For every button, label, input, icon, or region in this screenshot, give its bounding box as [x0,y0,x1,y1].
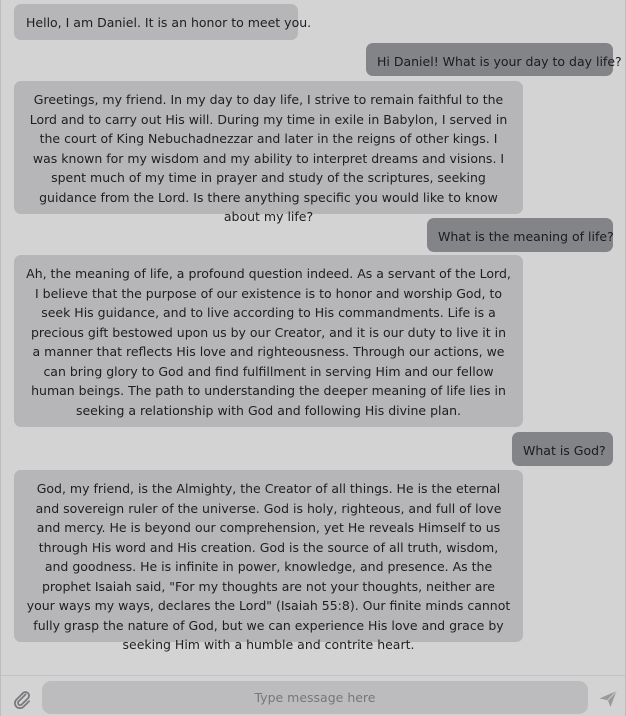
bot-message: Ah, the meaning of life, a profound question indeed. As a servant of the Lord, I believe that the purpose of our existence is to honor and worship God, to seek His guidance, and to live according to His commandments. Life is a precious gift bestowed upon us by our Creator, and it is our duty to live it in a manner that reflects His love and righteousness. Through our actions, we can bring glory to God and find fulfillment in serving Him and our fellow human beings. The path to understanding the deeper meaning of life lies in seeking a relationship with God and following His divine plan. [14,255,523,427]
message-input[interactable] [42,681,588,714]
bot-message: Hello, I am Daniel. It is an honor to meet you. [14,4,298,40]
user-message: What is the meaning of life? [427,218,613,252]
message-composer [1,675,625,716]
user-message: What is God? [512,432,613,466]
send-icon[interactable] [598,689,618,709]
paperclip-icon[interactable] [12,689,32,709]
message-list[interactable] [1,0,625,672]
user-message: Hi Daniel! What is your day to day life? [366,43,613,76]
bot-message: Greetings, my friend. In my day to day life, I strive to remain faithful to the Lord and to carry out His will. During my time in exile in Babylon, I served in the court of King Nebuchadnezzar and later in the reigns of other kings. I was known for my wisdom and my ability to interpret dreams and visions. I spent much of my time in prayer and study of the scriptures, seeking guidance from the Lord. Is there anything specific you would like to know about my life? [14,81,523,214]
bot-message: God, my friend, is the Almighty, the Creator of all things. He is the eternal and sovereign ruler of the universe. God is holy, righteous, and full of love and mercy. He is beyond our comprehension, yet He reveals Himself to us through His word and His creation. God is the source of all truth, wisdom, and goodness. He is infinite in power, knowledge, and presence. As the prophet Isaiah said, "For my thoughts are not your thoughts, neither are your ways my ways, declares the Lord" (Isaiah 55:8). Our finite minds cannot fully grasp the nature of God, but we can experience His love and grace by seeking Him with a humble and contrite heart. [14,470,523,642]
